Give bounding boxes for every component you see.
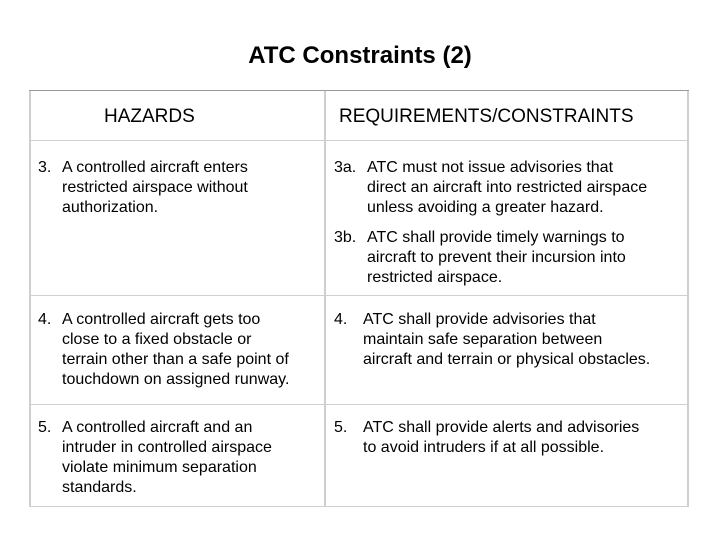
requirement-text-line: ATC shall provide advisories that: [363, 311, 596, 328]
hazard-text-line: violate minimum separation: [62, 459, 257, 476]
hazard-text-line: intruder in controlled airspace: [62, 439, 272, 456]
hazard-number: 3.: [38, 159, 52, 176]
hazard-text-line: standards.: [62, 479, 137, 496]
requirement-text-line: maintain safe separation between: [363, 331, 603, 348]
requirement-text-line: ATC shall provide timely warnings to: [367, 229, 625, 246]
table-bottom-border: [29, 506, 689, 507]
hazard-item-4: [38, 310, 323, 390]
hazard-item-5: [38, 418, 323, 498]
hazard-text-line: touchdown on assigned runway.: [62, 371, 290, 388]
row-divider-1: [29, 295, 689, 296]
requirement-text-line: ATC shall provide alerts and advisories: [363, 419, 640, 436]
table-left-border: [29, 90, 31, 507]
requirement-item-3a: [334, 158, 686, 218]
requirement-text-line: aircraft to prevent their incursion into: [367, 249, 626, 266]
table-top-border: [29, 90, 689, 91]
hazard-text-line: close to a fixed obstacle or: [62, 331, 252, 348]
requirement-number: 4.: [334, 311, 348, 328]
hazard-text-line: terrain other than a safe point of: [62, 351, 289, 368]
hazard-text-line: restricted airspace without: [62, 179, 248, 196]
hazard-text-line: authorization.: [62, 199, 159, 216]
requirement-item-5: [334, 418, 686, 458]
requirement-text-line: aircraft and terrain or physical obstacles.: [363, 351, 651, 368]
requirement-text-line: to avoid intruders if at all possible.: [363, 439, 605, 456]
requirement-text-line: unless avoiding a greater hazard.: [367, 199, 604, 216]
requirement-number: 5.: [334, 419, 348, 436]
requirement-number: 3b.: [334, 229, 357, 246]
requirement-text-line: ATC must not issue advisories that: [367, 159, 614, 176]
requirement-item-4: [334, 310, 686, 370]
header-row-divider: [29, 140, 689, 141]
requirement-text-line: restricted airspace.: [367, 269, 503, 286]
row-divider-2: [29, 404, 689, 405]
hazard-text-line: A controlled aircraft and an: [62, 419, 253, 436]
hazard-number: 4.: [38, 311, 52, 328]
table-right-border: [687, 90, 689, 507]
table-column-divider: [324, 90, 326, 507]
hazard-text-line: A controlled aircraft enters: [62, 159, 248, 176]
requirement-item-3b: [334, 228, 686, 288]
hazards-header: HAZARDS: [104, 106, 195, 127]
hazard-text-line: A controlled aircraft gets too: [62, 311, 261, 328]
requirement-number: 3a.: [334, 159, 357, 176]
requirements-header: REQUIREMENTS/CONSTRAINTS: [339, 106, 634, 127]
requirement-text-line: direct an aircraft into restricted airspace: [367, 179, 648, 196]
hazard-item-3: [38, 158, 323, 218]
slide-title: ATC Constraints (2): [248, 42, 472, 69]
hazard-number: 5.: [38, 419, 52, 436]
